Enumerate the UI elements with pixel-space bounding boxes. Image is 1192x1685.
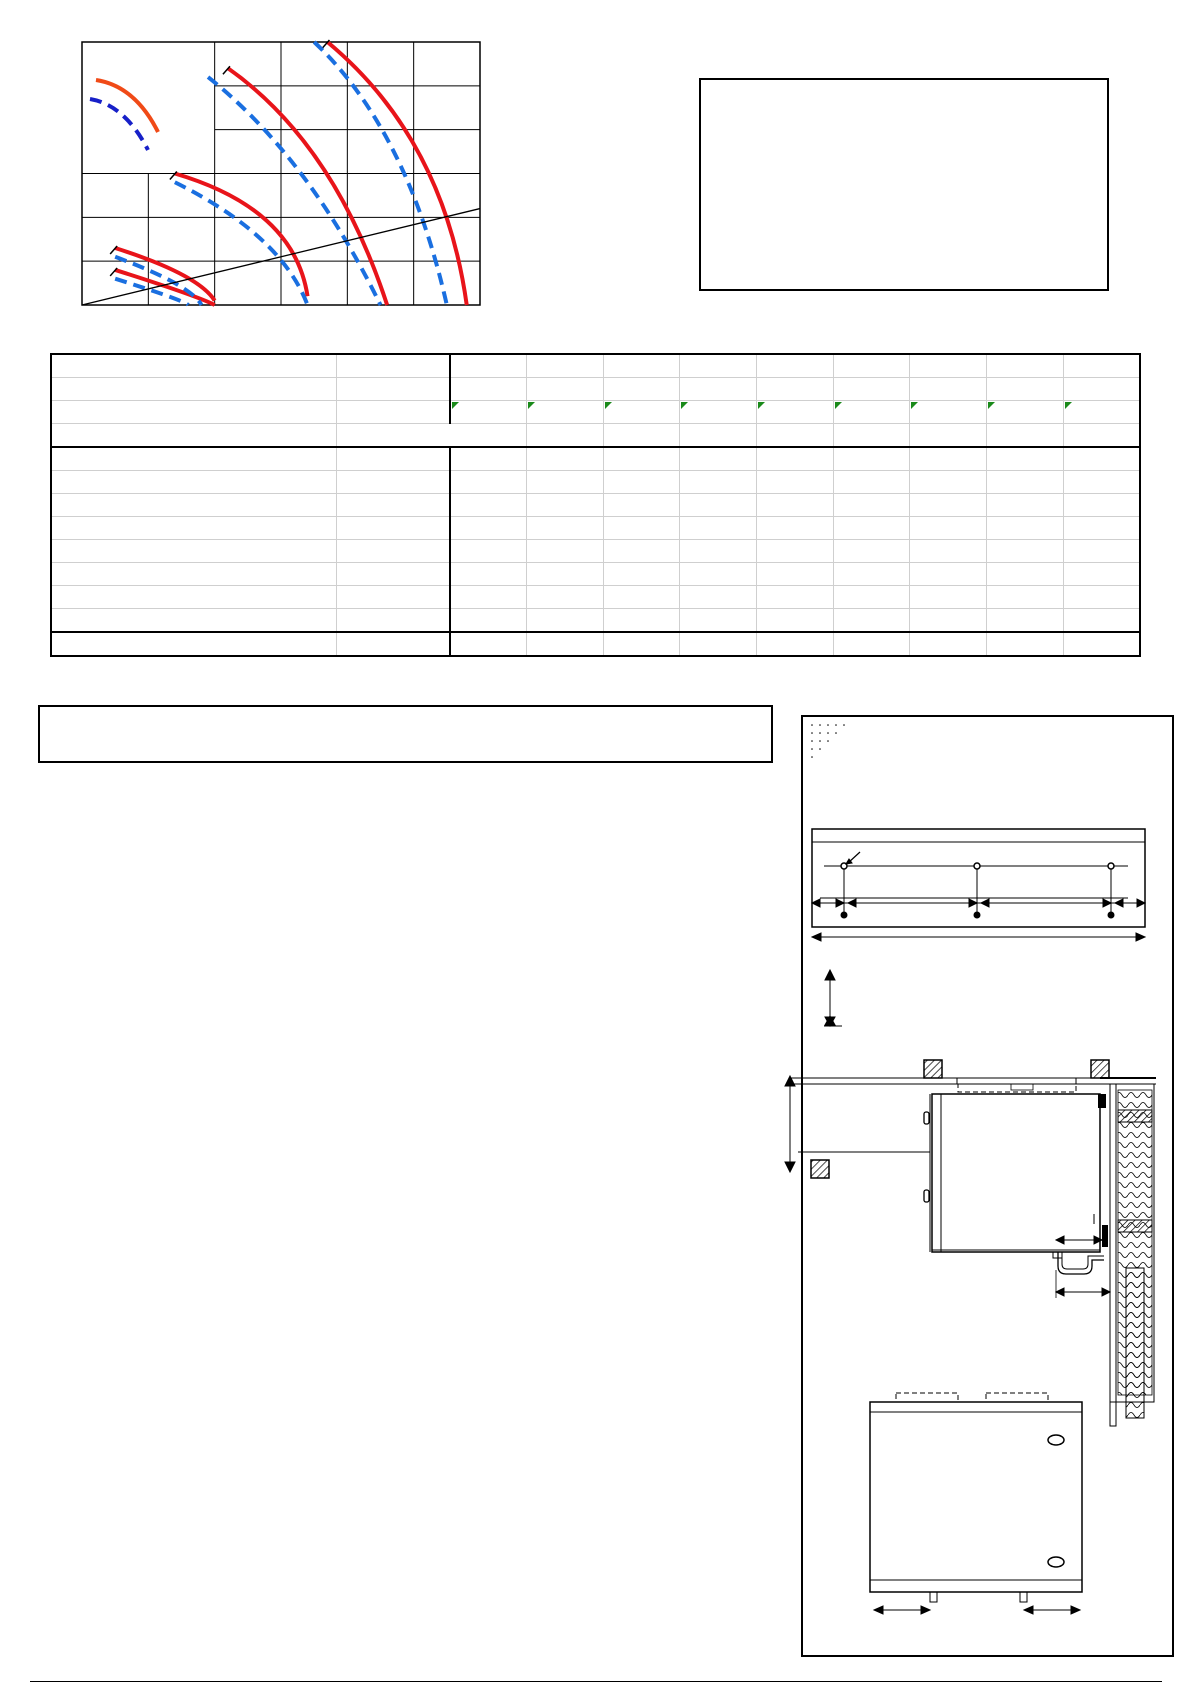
unit-side-section xyxy=(785,1060,1156,1298)
unit-front-elevation xyxy=(870,1393,1082,1614)
dimension-arrow-icon xyxy=(824,970,842,1026)
page-footer-rule xyxy=(30,1681,1162,1682)
dotted-corner-mark xyxy=(811,724,845,758)
wall-section xyxy=(1110,1084,1154,1426)
mounting-plate-top-view xyxy=(812,829,1145,941)
